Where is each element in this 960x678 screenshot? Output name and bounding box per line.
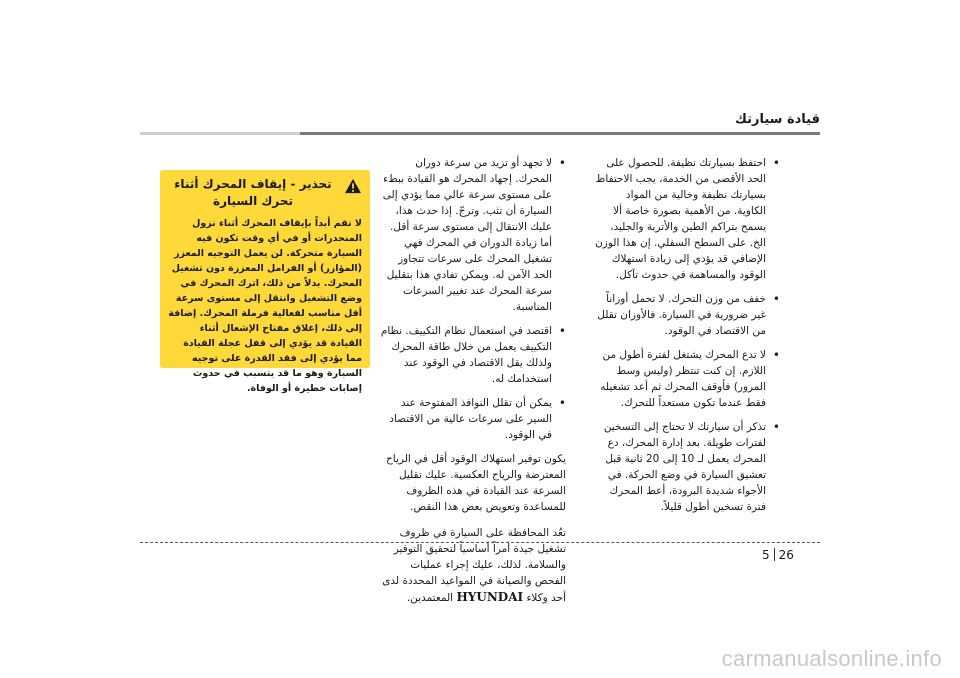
bullet-item: • احتفظ بسيارتك نظيفة. للحصول على الحد الأقصى من الخدمة، يجب الاحتفاظ بسيارتك نظيفة وخالية من المواد الكاوية. من الأهمية بصورة خاصة ألا يسمح بتراكم الطين والأتربة والجليد، الخ. على السطح السفلي. إن هذا الوزن الإضافي قد يؤدي إلى زيادة استهلاك الوقود والمساهمة في حدوث تآكل.: [595, 155, 780, 283]
warning-title: تحذير - إيقاف المحرك أثناء تحرك السيارة: [174, 177, 332, 208]
footer-rule: [140, 542, 820, 543]
right-bullet-list: [595, 155, 780, 515]
paragraph-text: تعُد المحافظة على السيارة في ظروف تشغيل جيدة أمراً أساسياً لتحقيق التوفير والسلامة. لذلك، عليك إجراء عمليات الفحص والصيانة في المواعيد المحددة لدى أحد وكلاء: [382, 527, 566, 604]
warning-body: لا تقم أبداً بإيقاف المحرك أثناء نزول المنحدرات أو في أي وقت تكون فيه السيارة متحركة. لن يعمل التوجيه المعزز (المؤازر) أو الفرامل المعززة دون تشغيل المحرك. بدلاً من ذلك، اترك المحرك في وضع التشغيل وانتقل إلى مستوى سرعة أقل مناسب لفعالية فرملة المحرك. إضافة إلى ذلك، إغلاق مفتاح الإشعال أثناء القيادة قد يؤدي إلى قفل عجلة القيادة مما يؤدي إلى فقد القدرة على توجيه السيارة وهو ما قد يتسبب في حدوث إصابات خطيرة أو الوفاة.: [168, 218, 362, 394]
page-number-value: 26: [778, 548, 794, 562]
middle-column: [378, 155, 566, 616]
brand-name: HYUNDAI: [456, 590, 524, 604]
page-title: قيادة سيارتك: [734, 112, 820, 127]
chapter-number: 5: [762, 548, 770, 562]
paragraph-maintenance: [378, 525, 566, 606]
warning-triangle-icon: [344, 178, 362, 194]
warning-header: [168, 176, 362, 210]
bullet-item: • لا تجهد أو تزيد من سرعة دوران المحرك. إجهاد المحرك هو القيادة ببطء على مستوى سرعة عالي مما يؤدي إلى السيارة أن تثب. وترجّ. إذا حدث هذا، عليك الانتقال إلى مستوى سرعة أقل. أما زيادة الدوران في المحرك فهي تشغيل المحرك على سرعات تتجاوز الحد الآمن له. ويمكن تفادي هذا بتقليل سرعة المحرك عند تغيير السرعات المناسبة.: [378, 155, 566, 315]
warning-box: [160, 170, 370, 394]
bullet-item: • لا تدع المحرك يشتغل لفترة أطول من اللازم. إن كنت تنتظر (وليس وسط المرور) فأوقف المحرك ثم أعد تشغيله فقط عندما تكون مستعداً للتحرك.: [595, 347, 780, 411]
bullet-item: • اقتصد في استعمال نظام التكييف. نظام التكييف يعمل من خلال طاقة المحرك ولذلك يقل الاقتصاد في الوقود عند استخدامك له.: [378, 323, 566, 387]
page-number: [762, 548, 794, 562]
bullet-item: • يمكن أن تقلل النوافذ المفتوحة عند السير على سرعات عالية من الاقتصاد في الوقود.: [378, 395, 566, 443]
bullet-item: • تذكر أن سيارتك لا تحتاج إلى التسخين لفترات طويلة. بعد إدارة المحرك، دع المحرك يعمل لـ 10 إلى 20 ثانية قبل تعشيق السيارة في وضع الحركة. في الأجواء شديدة البرودة، أعط المحرك فترة تسخين أطول قليلاً.: [595, 419, 780, 515]
paragraph-tail: المعتمدين.: [406, 592, 454, 604]
middle-bullet-list: [378, 155, 566, 443]
paragraph: يكون توفير استهلاك الوقود أقل في الرياح المعترضة والرياح العكسية. عليك تقليل السرعة عند القيادة في هذه الظروف للمساعدة وتعويض بعض هذا النقص.: [386, 453, 566, 513]
right-column: [595, 155, 780, 523]
watermark: carmanualsonline.info: [721, 646, 942, 671]
bullet-item: • خفف من وزن التحرك. لا تحمل أوزاناً غير ضرورية في السيارة. فالأوزان تقلل من الاقتصاد في الوقود.: [595, 291, 780, 339]
header-rule: [140, 132, 820, 135]
page-number-separator: [774, 548, 775, 561]
